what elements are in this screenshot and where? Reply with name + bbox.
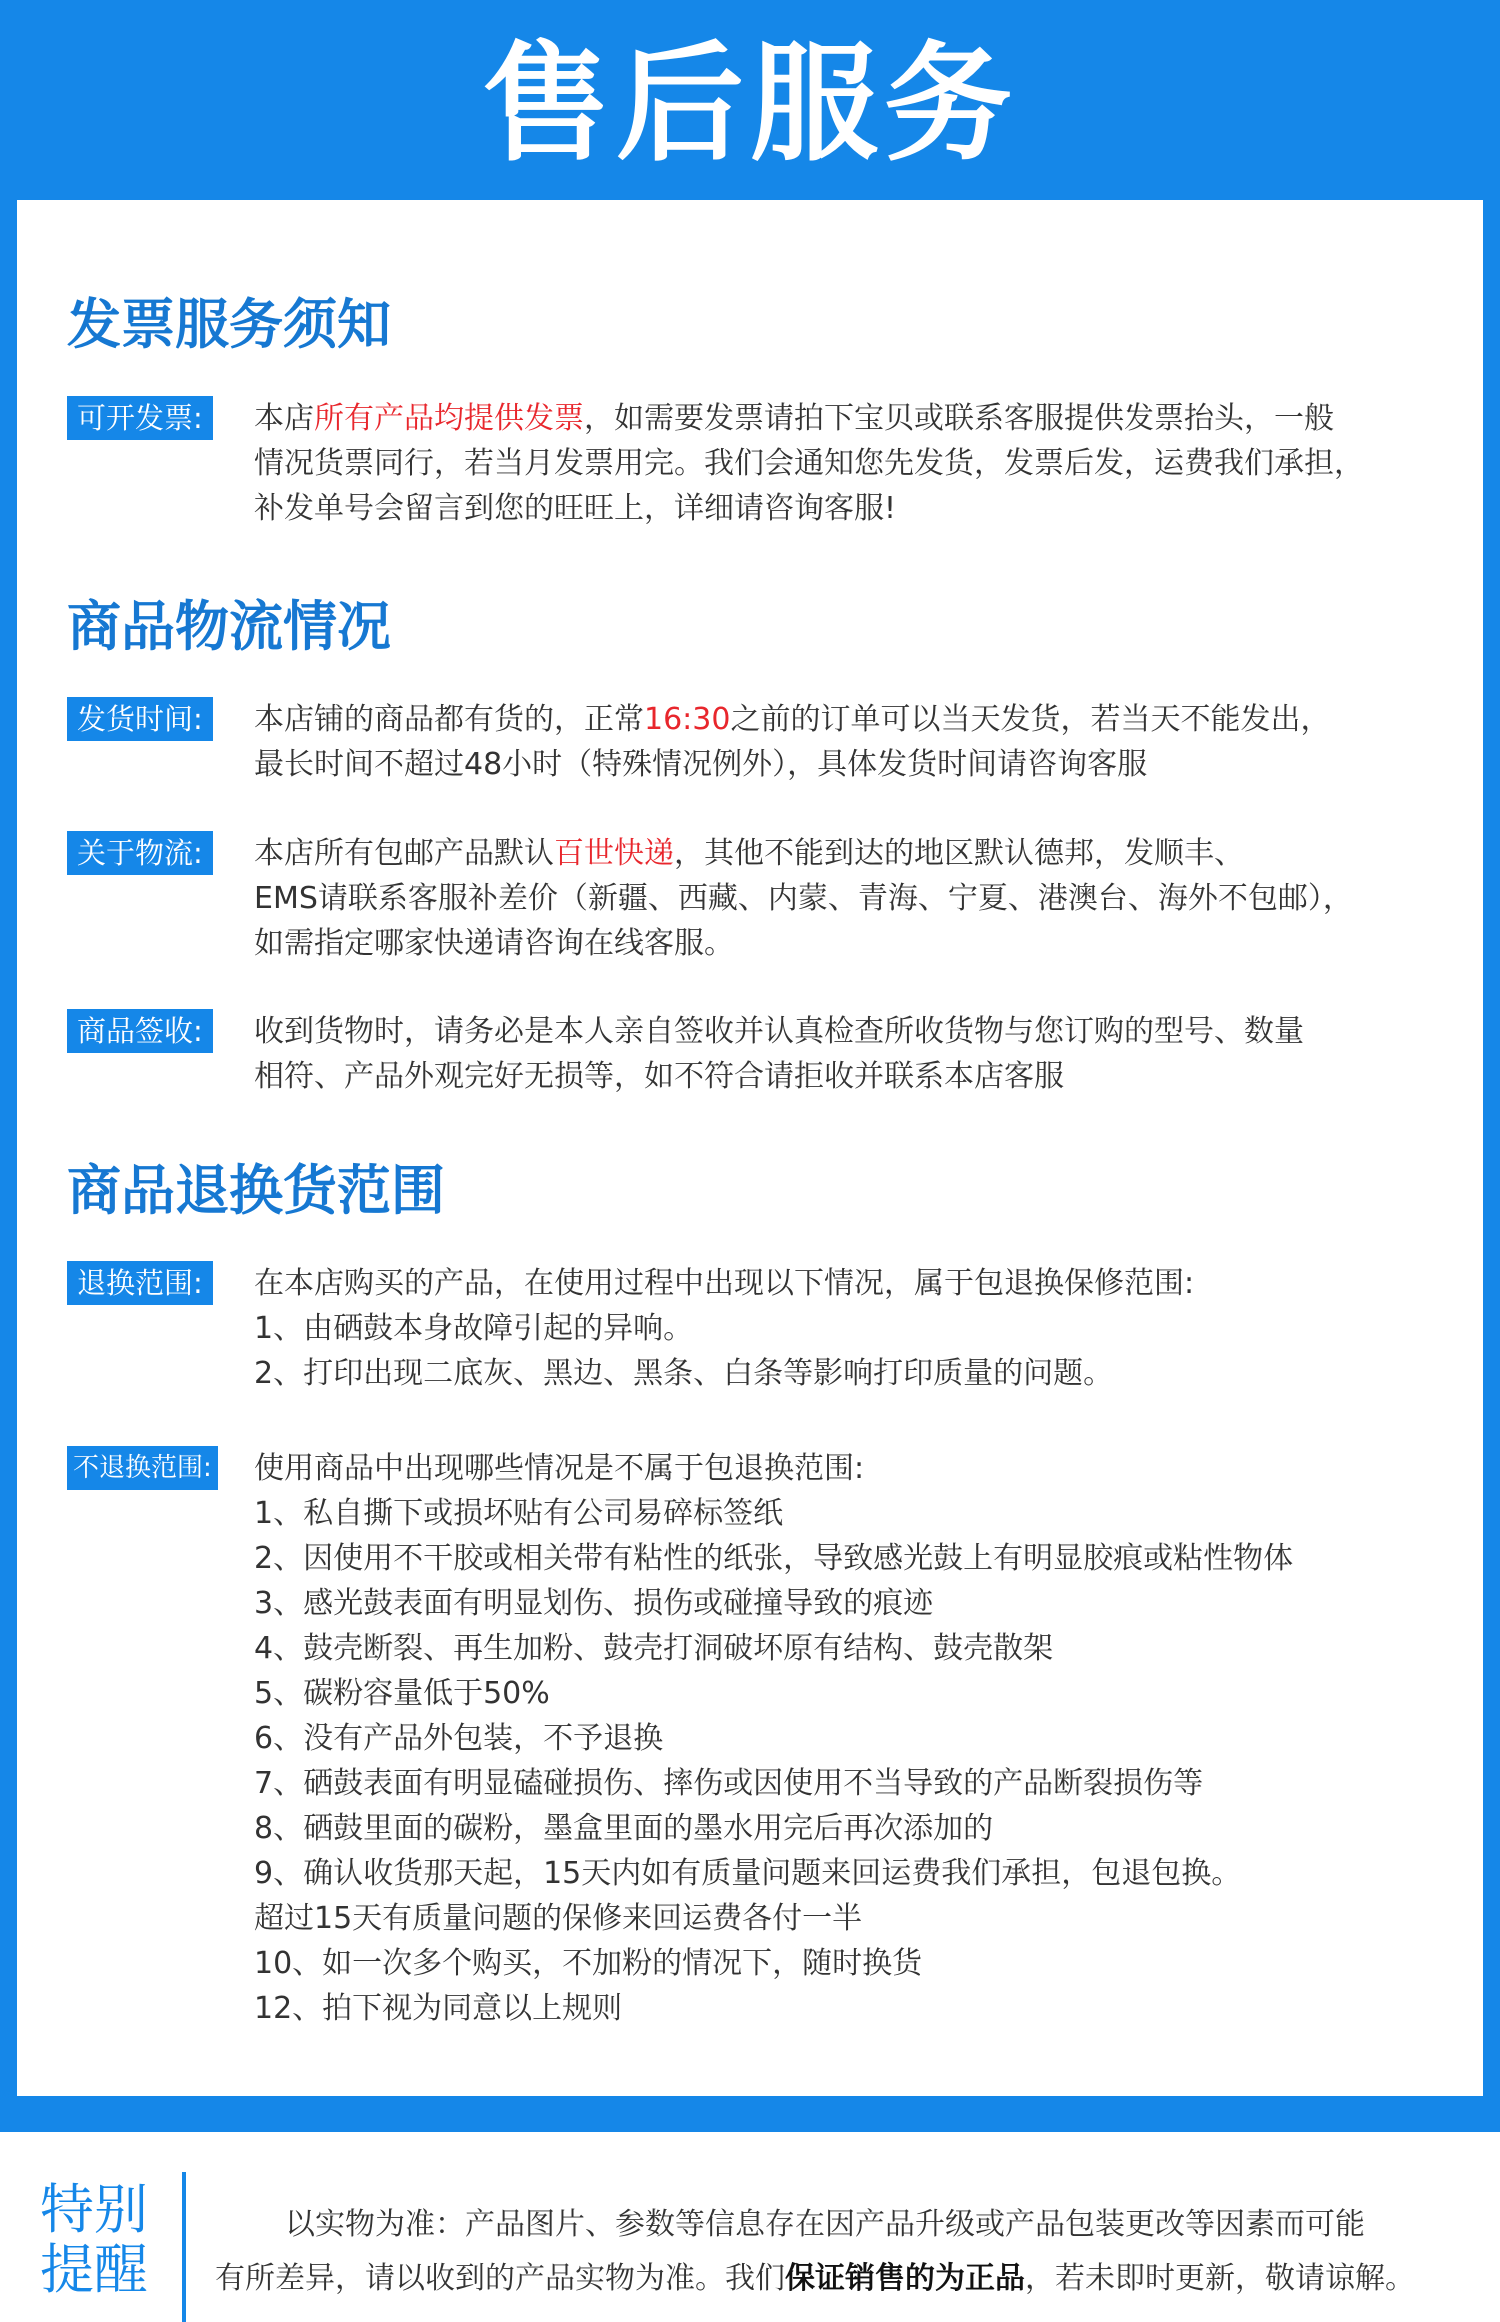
courier-tag: 关于物流:: [67, 831, 213, 875]
list-item: 2、因使用不干胶或相关带有粘性的纸张，导致感光鼓上有明显胶痕或粘性物体: [254, 1541, 1294, 1576]
not-covered-tag: 不退换范围:: [67, 1446, 218, 1490]
shipping-line-2: 最长时间不超过48小时（特殊情况例外），具体发货时间请咨询客服: [254, 747, 1148, 782]
shipping-time-paragraph: [254, 697, 1469, 787]
footer-line-1: 以实物为准：产品图片、参数等信息存在因产品升级或产品包装更改等因素而可能: [285, 2207, 1365, 2242]
list-item: 6、没有产品外包装，不予退换: [254, 1721, 664, 1756]
list-item: 8、硒鼓里面的碳粉，墨盒里面的墨水用完后再次添加的: [254, 1811, 994, 1846]
list-item: 10、如一次多个购买，不加粉的情况下，随时换货: [254, 1946, 923, 1981]
invoice-paragraph: [254, 396, 1469, 531]
invoice-tag: 可开发票:: [67, 396, 213, 440]
courier-highlight: 百世快递: [554, 836, 674, 871]
invoice-line-1: 本店所有产品均提供发票，如需要发票请拍下宝贝或联系客服提供发票抬头，一般: [254, 401, 1334, 436]
content-panel: [17, 200, 1483, 2096]
list-item: 7、硒鼓表面有明显磕碰损伤、摔伤或因使用不当导致的产品断裂损伤等: [254, 1766, 1204, 1801]
list-item: 12、拍下视为同意以上规则: [254, 1991, 623, 2026]
invoice-line-3: 补发单号会留言到您的旺旺上，详细请咨询客服!: [254, 491, 897, 526]
invoice-line-2: 情况货票同行，若当月发票用完。我们会通知您先发货，发票后发，运费我们承担，: [254, 446, 1364, 481]
invoice-heading: 发票服务须知: [67, 293, 391, 356]
footer-divider: [182, 2172, 186, 2322]
list-item: 4、鼓壳断裂、再生加粉、鼓壳打洞破坏原有结构、鼓壳散架: [254, 1631, 1054, 1666]
covered-list: [254, 1261, 1469, 1396]
courier-line-1: 本店所有包邮产品默认百世快递，其他不能到达的地区默认德邦，发顺丰、: [254, 836, 1244, 871]
receipt-line-1: 收到货物时，请务必是本人亲自签收并认真检查所收货物与您订购的型号、数量: [254, 1014, 1304, 1049]
courier-line-2: EMS请联系客服补差价（新疆、西藏、内蒙、青海、宁夏、港澳台、海外不包邮），: [254, 881, 1353, 916]
list-item: 3、感光鼓表面有明显划伤、损伤或碰撞导致的痕迹: [254, 1586, 934, 1621]
receipt-tag: 商品签收:: [67, 1009, 213, 1053]
list-item: 1、由硒鼓本身故障引起的异响。: [254, 1311, 694, 1346]
list-item: 超过15天有质量问题的保修来回运费各付一半: [254, 1901, 863, 1936]
invoice-highlight: 所有产品均提供发票: [314, 401, 584, 436]
genuine-guarantee: 保证销售的为正品: [785, 2261, 1025, 2296]
list-item: 使用商品中出现哪些情况是不属于包退换范围:: [254, 1451, 865, 1486]
footer-notice: [215, 2198, 1485, 2306]
courier-line-3: 如需指定哪家快递请咨询在线客服。: [254, 926, 734, 961]
receipt-line-2: 相符、产品外观完好无损等，如不符合请拒收并联系本店客服: [254, 1059, 1064, 1094]
receipt-paragraph: [254, 1009, 1469, 1099]
covered-tag: 退换范围:: [67, 1261, 213, 1305]
not-covered-list: [254, 1446, 1469, 2031]
special-reminder-label: 特别 提醒: [40, 2178, 148, 2301]
list-item: 5、碳粉容量低于50%: [254, 1676, 550, 1711]
banner-title: 售后服务: [481, 30, 1018, 179]
list-item: 在本店购买的产品，在使用过程中出现以下情况，属于包退换保修范围:: [254, 1266, 1195, 1301]
shipping-time-tag: 发货时间:: [67, 697, 213, 741]
list-item: 2、打印出现二底灰、黑边、黑条、白条等影响打印质量的问题。: [254, 1356, 1114, 1391]
shipping-cutoff-highlight: 16:30: [644, 702, 731, 737]
logistics-heading: 商品物流情况: [67, 595, 391, 658]
list-item: 9、确认收货那天起，15天内如有质量问题来回运费我们承担，包退包换。: [254, 1856, 1242, 1891]
list-item: 1、私自撕下或损坏贴有公司易碎标签纸: [254, 1496, 784, 1531]
footer-line-2: 有所差异，请以收到的产品实物为准。我们保证销售的为正品，若未即时更新，敬请谅解。: [215, 2261, 1415, 2296]
returns-heading: 商品退换货范围: [67, 1159, 445, 1222]
courier-paragraph: [254, 831, 1469, 966]
shipping-line-1: 本店铺的商品都有货的，正常16:30之前的订单可以当天发货，若当天不能发出，: [254, 702, 1331, 737]
